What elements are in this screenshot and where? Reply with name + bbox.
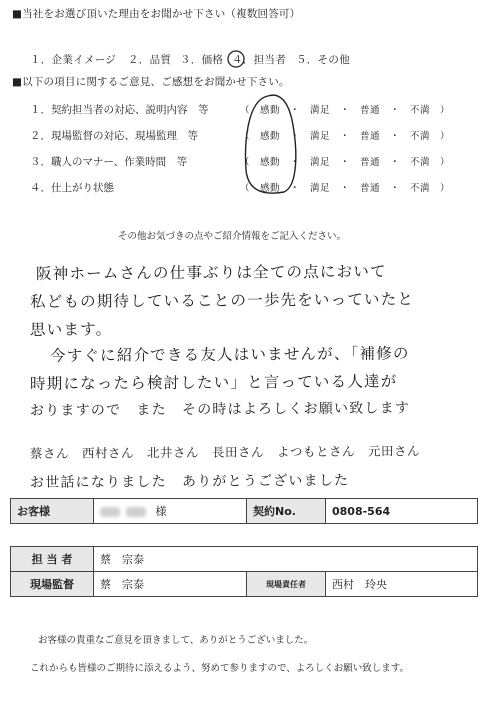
question-2-options: （ 感動 ・ 満足 ・ 普通 ・ 不満 ） (240, 131, 451, 142)
sales-name: 蔡 宗泰 (94, 547, 478, 572)
manager-name: 西村 玲央 (326, 572, 478, 597)
question-1-options: （ 感動 ・ 満足 ・ 普通 ・ 不満 ） (240, 105, 451, 116)
handwriting-line-1: 阪神ホームさんの仕事ぶりは全ての点において (35, 262, 387, 283)
comment-prompt: その他お気づきの点やご紹介情報をご記入ください。 (118, 231, 347, 242)
footer-line-2: これからも皆様のご期待に添えるよう、努めて参りますので、よろしくお願い致します。 (30, 663, 410, 674)
handwriting-line-3: 思います。 (29, 320, 113, 339)
reason-item-5: ５．その他 (296, 54, 350, 66)
reason-item-2: ２．品質 (128, 54, 172, 66)
supervisor-name: 蔡 宗泰 (94, 572, 247, 597)
handwriting-line-5: 時期になったら検討したい」と言っている人達が (29, 372, 398, 393)
handwriting-line-6: おりますので また その時はよろしくお願い致します (29, 400, 411, 419)
customer-label: お客様 (11, 499, 94, 524)
reason-item-1: １．企業イメージ (30, 54, 117, 66)
redacted-name (100, 507, 120, 517)
contract-number: 0808-564 (326, 499, 478, 524)
handwriting-line-7: 蔡さん 西村さん 北井さん 長田さん よつもとさん 元田さん (29, 443, 421, 461)
supervisor-label: 現場監督 (11, 572, 94, 597)
footer-line-1: お客様の貴重なご意見を頂きまして、ありがとうございました。 (38, 635, 314, 646)
customer-table (10, 498, 478, 524)
customer-suffix: 様 (155, 505, 167, 518)
handwriting-line-8: お世話になりました ありがとうございました (29, 472, 350, 491)
question-3-label: ３．職人のマナー、作業時間 等 (30, 156, 188, 168)
contract-label: 契約No. (247, 499, 326, 524)
reason-item-3: ３．価格 (180, 54, 224, 66)
customer-name-cell (94, 499, 247, 524)
manager-label: 現場責任者 (247, 572, 326, 597)
staff-table (10, 546, 478, 597)
question-1-label: １．契約担当者の対応、説明内容 等 (30, 104, 209, 116)
question-4-label: ４．仕上がり状態 (30, 182, 114, 194)
redacted-name (126, 507, 146, 517)
reason-item-4: ４．担当者 (232, 54, 286, 66)
reason-heading: ■当社をお選び頂いた理由をお聞かせ下さい（複数回答可） (12, 8, 301, 20)
handwriting-line-4: 今すぐに紹介できる友人はいませんが、「補修の (49, 344, 410, 365)
handwriting-line-2: 私どもの期待していることの一歩先をいっていたと (29, 290, 415, 311)
question-3-options: （ 感動 ・ 満足 ・ 普通 ・ 不満 ） (240, 157, 451, 168)
sales-label: 担 当 者 (11, 547, 94, 572)
question-4-options: （ 感動 ・ 満足 ・ 普通 ・ 不満 ） (240, 183, 451, 194)
question-2-label: ２．現場監督の対応、現場監理 等 (30, 130, 198, 142)
opinion-heading: ■以下の項目に関するご意見、ご感想をお聞かせ下さい。 (12, 76, 290, 88)
